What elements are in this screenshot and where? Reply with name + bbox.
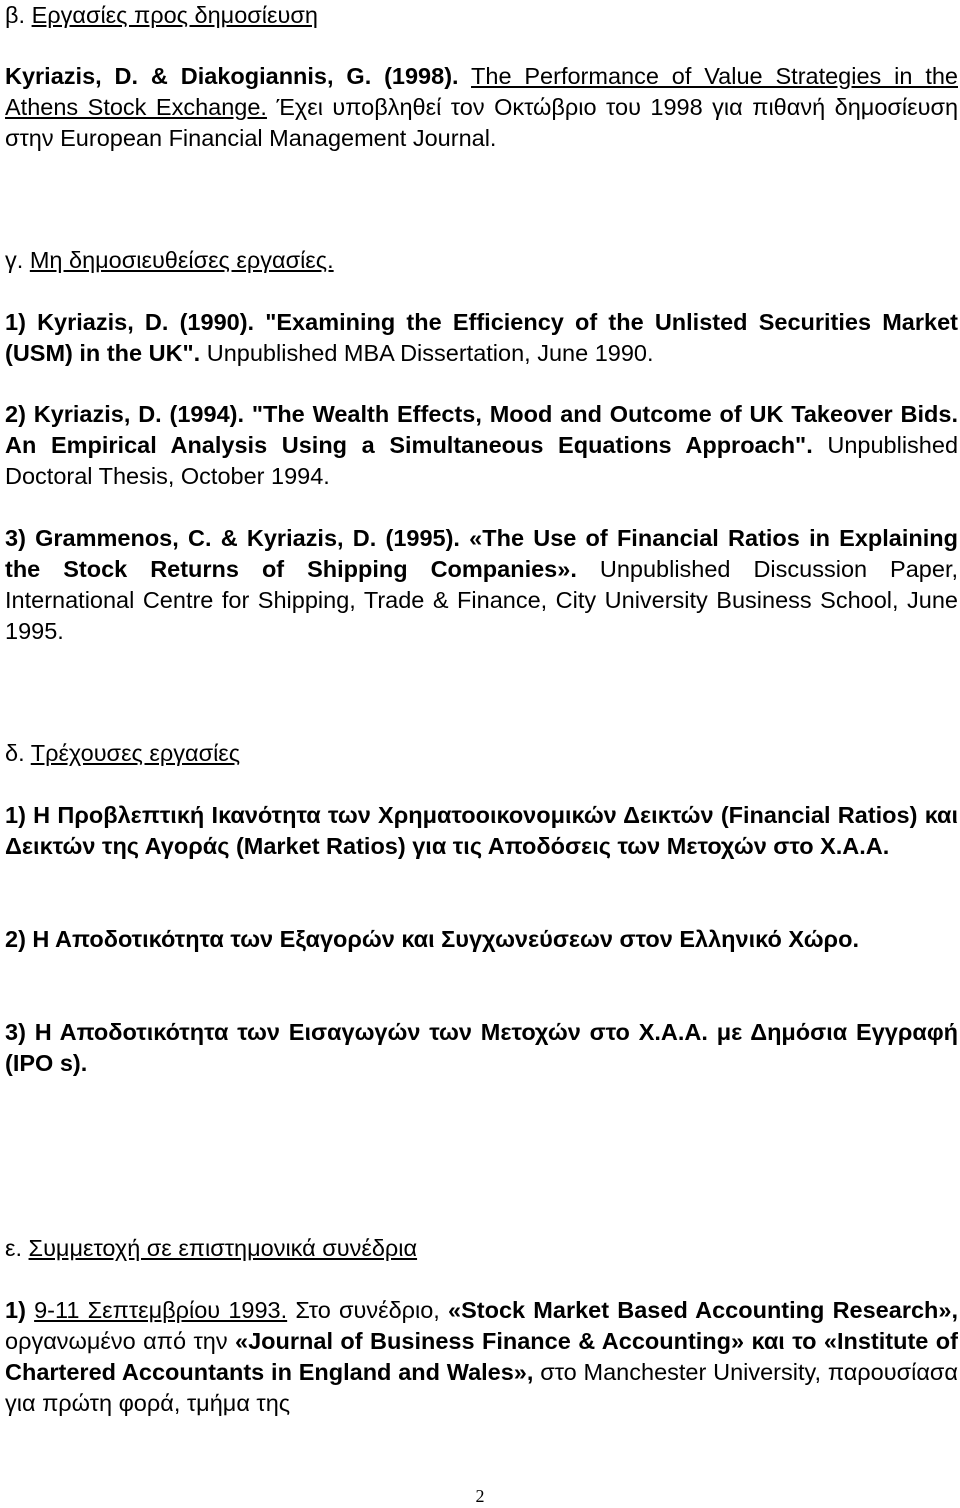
section-e-title: Συμμετοχή σε επιστημονικά συνέδρια (28, 1235, 418, 1261)
unpublished-entry-3-note: Unpublished Discussion Paper, International Centre for Shipping, Trade & Finance, City University Business School, June 1995. (5, 556, 959, 644)
conference-entry-text-3: στο Manchester University, παρουσίασα για πρώτη φορά, τμήμα της (5, 1359, 958, 1416)
section-e-marker: ε. (5, 1235, 23, 1261)
unpublished-entry-2-note: Unpublished Doctoral Thesis, October 1994. (5, 432, 959, 489)
conference-entry-date: 9-11 Σεπτεμβρίου 1993. (34, 1297, 288, 1323)
section-d-marker: δ. (5, 740, 25, 766)
entry-note: Έχει υποβληθεί τον Οκτώβριο του 1998 για πιθανή δημοσίευση στην European Financial Management Journal. (5, 94, 959, 151)
section-d-heading (5, 738, 240, 769)
unpublished-entry-1-note: Unpublished MBA Dissertation, June 1990. (206, 340, 654, 366)
unpublished-entry-2-citation: 2) Kyriazis, D. (1994). "The Wealth Effects, Mood and Outcome of UK Takeover Bids. An Empirical Analysis Using a Simultaneous Equations Approach". (5, 401, 958, 458)
section-b-heading (5, 0, 318, 31)
section-c-heading (5, 245, 334, 276)
current-work-3: 3) Η Αποδοτικότητα των Εισαγωγών των Μετοχών στο Χ.Α.Α. με Δημόσια Εγγραφή (IPO s). (5, 1019, 958, 1076)
conference-entry-organizers: «Journal of Business Finance & Accounting» και το «Institute of Chartered Accountants in England and Wales», (5, 1328, 958, 1385)
section-c-title: Μη δημοσιευθείσες εργασίες. (29, 247, 334, 273)
page-number: 2 (475, 1486, 485, 1506)
unpublished-entry-1-citation: 1) Kyriazis, D. (1990). "Examining the Efficiency of the Unlisted Securities Market (USM) in the UK". (5, 309, 958, 366)
unpublished-entry-2 (5, 399, 958, 492)
unpublished-entry-3-citation: 3) Grammenos, C. & Kyriazis, D. (1995). «The Use of Financial Ratios in Explaining the Stock Returns of Shipping Companies». (5, 525, 958, 582)
current-work-2: 2) Η Αποδοτικότητα των Εξαγορών και Συγχωνεύσεων στον Ελληνικό Χώρο. (5, 926, 859, 952)
section-c-marker: γ. (5, 247, 24, 273)
conference-entry-1 (5, 1295, 958, 1419)
section-b-title: Εργασίες προς δημοσίευση (31, 2, 318, 28)
unpublished-entry-1 (5, 307, 958, 369)
conference-entry-text-1: Στο συνέδριο, (295, 1297, 440, 1323)
conference-entry-title: «Stock Market Based Accounting Research», (448, 1297, 958, 1323)
conference-entry-text-2: οργανωμένο από την (5, 1328, 228, 1354)
unpublished-entry-3 (5, 523, 958, 647)
section-e-heading (5, 1233, 417, 1264)
current-work-1: 1) Η Προβλεπτική Ικανότητα των Χρηματοοικονομικών Δεικτών (Financial Ratios) και Δεικτών της Αγοράς (Market Ratios) για τις Αποδόσεις των Μετοχών στο Χ.Α.Α. (5, 802, 958, 859)
section-b-entry (5, 61, 958, 154)
entry-title: The Performance of Value Strategies in the Athens Stock Exchange. (5, 63, 958, 120)
section-b-marker: β. (5, 2, 26, 28)
conference-entry-number: 1) (5, 1297, 26, 1323)
entry-authors: Kyriazis, D. & Diakogiannis, G. (1998). (5, 63, 459, 89)
section-d-title: Τρέχουσες εργασίες (30, 740, 241, 766)
